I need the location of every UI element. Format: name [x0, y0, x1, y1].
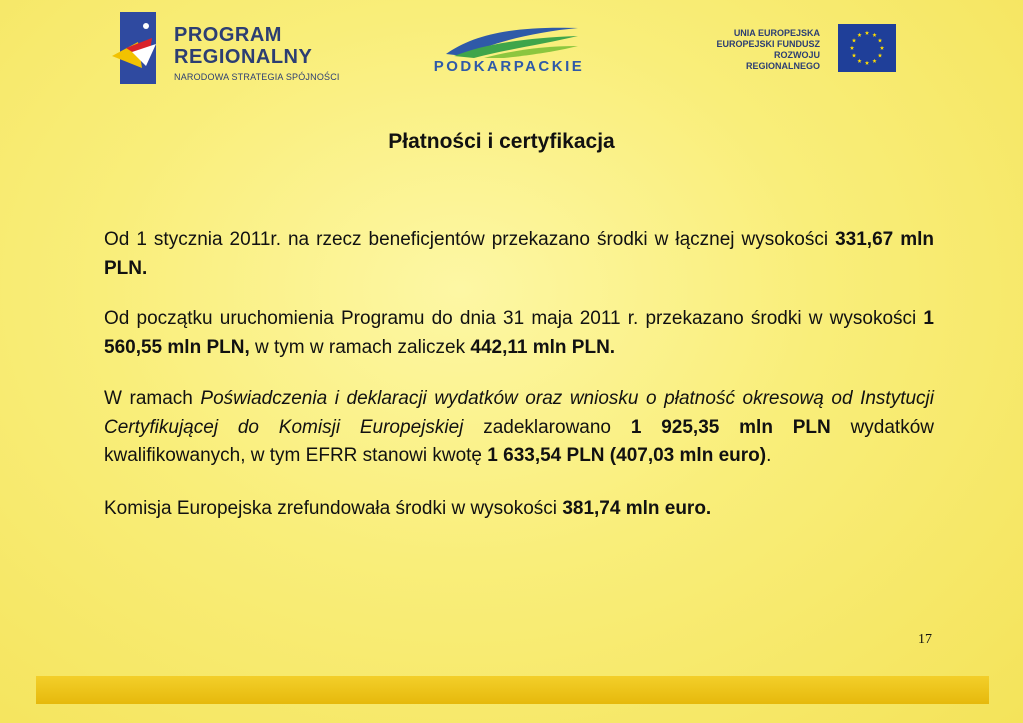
p2-amount-total: 1 560,55 mln PLN,: [104, 308, 934, 358]
program-regionalny-logo: [112, 12, 352, 84]
p3-text2: zadeklarowano: [463, 416, 631, 438]
program-logo-text: [174, 24, 340, 84]
p1-amount: 331,67 mln PLN.: [104, 229, 934, 279]
p3-text3: wydatków kwalifikowanych, w tym EFRR stanowi kwotę: [104, 416, 934, 466]
p2-text2: w tym w ramach zaliczek: [249, 336, 471, 358]
mountain-swoosh-icon: [444, 24, 580, 58]
paragraph-payments-2011: [104, 226, 934, 283]
eu-logo-line1: UNIA EUROPEJSKA: [733, 28, 820, 38]
page-title: Płatności i certyfikacja: [388, 130, 615, 153]
p3-document-name: Poświadczenia i deklaracji wydatków oraz wniosku o płatność okresową od Instytucji Certyfikującej do Komisji Europejskiej: [104, 388, 934, 438]
p1-text1: Od 1 stycznia 2011r. na rzecz beneficjentów przekazano środki w łącznej wysokości: [104, 229, 836, 250]
podkarpackie-logo-text: PODKARPACKIE: [433, 58, 585, 75]
eu-flag-icon: [838, 24, 896, 72]
eu-logo-text: [698, 28, 820, 72]
program-logo-line2: REGIONALNY: [174, 46, 313, 68]
page-number: 17: [918, 632, 932, 647]
program-flag-icon: [112, 12, 162, 84]
paragraph-certification: [104, 385, 934, 471]
p3-amount-declared: 1 925,35 mln PLN: [630, 416, 831, 438]
eu-fund-logo: [698, 22, 898, 74]
footer-bar: [36, 676, 989, 704]
slide-content: [104, 226, 934, 523]
paragraph-payments-total: [104, 305, 934, 362]
eu-logo-line3: ROZWOJU REGIONALNEGO: [745, 50, 820, 71]
podkarpackie-logo: [428, 24, 590, 76]
eu-logo-line2: EUROPEJSKI FUNDUSZ: [716, 39, 820, 49]
p2-amount-advances: 442,11 mln PLN.: [470, 336, 616, 358]
p3-text1: W ramach: [104, 388, 201, 409]
program-logo-line3: NARODOWA STRATEGIA SPÓJNOŚCI: [174, 72, 340, 82]
program-logo-line1: PROGRAM: [174, 24, 282, 46]
p3-amount-efrr: 1 633,54 PLN (407,03 mln euro): [487, 445, 767, 466]
p2-text1: Od początku uruchomienia Programu do dnia 31 maja 2011 r. przekazano środki w wysokości: [104, 308, 924, 329]
p4-amount-refund: 381,74 mln euro.: [562, 497, 712, 519]
p3-text4: .: [766, 445, 772, 466]
paragraph-refund: [104, 495, 934, 524]
p4-text1: Komisja Europejska zrefundowała środki w wysokości: [104, 497, 563, 519]
